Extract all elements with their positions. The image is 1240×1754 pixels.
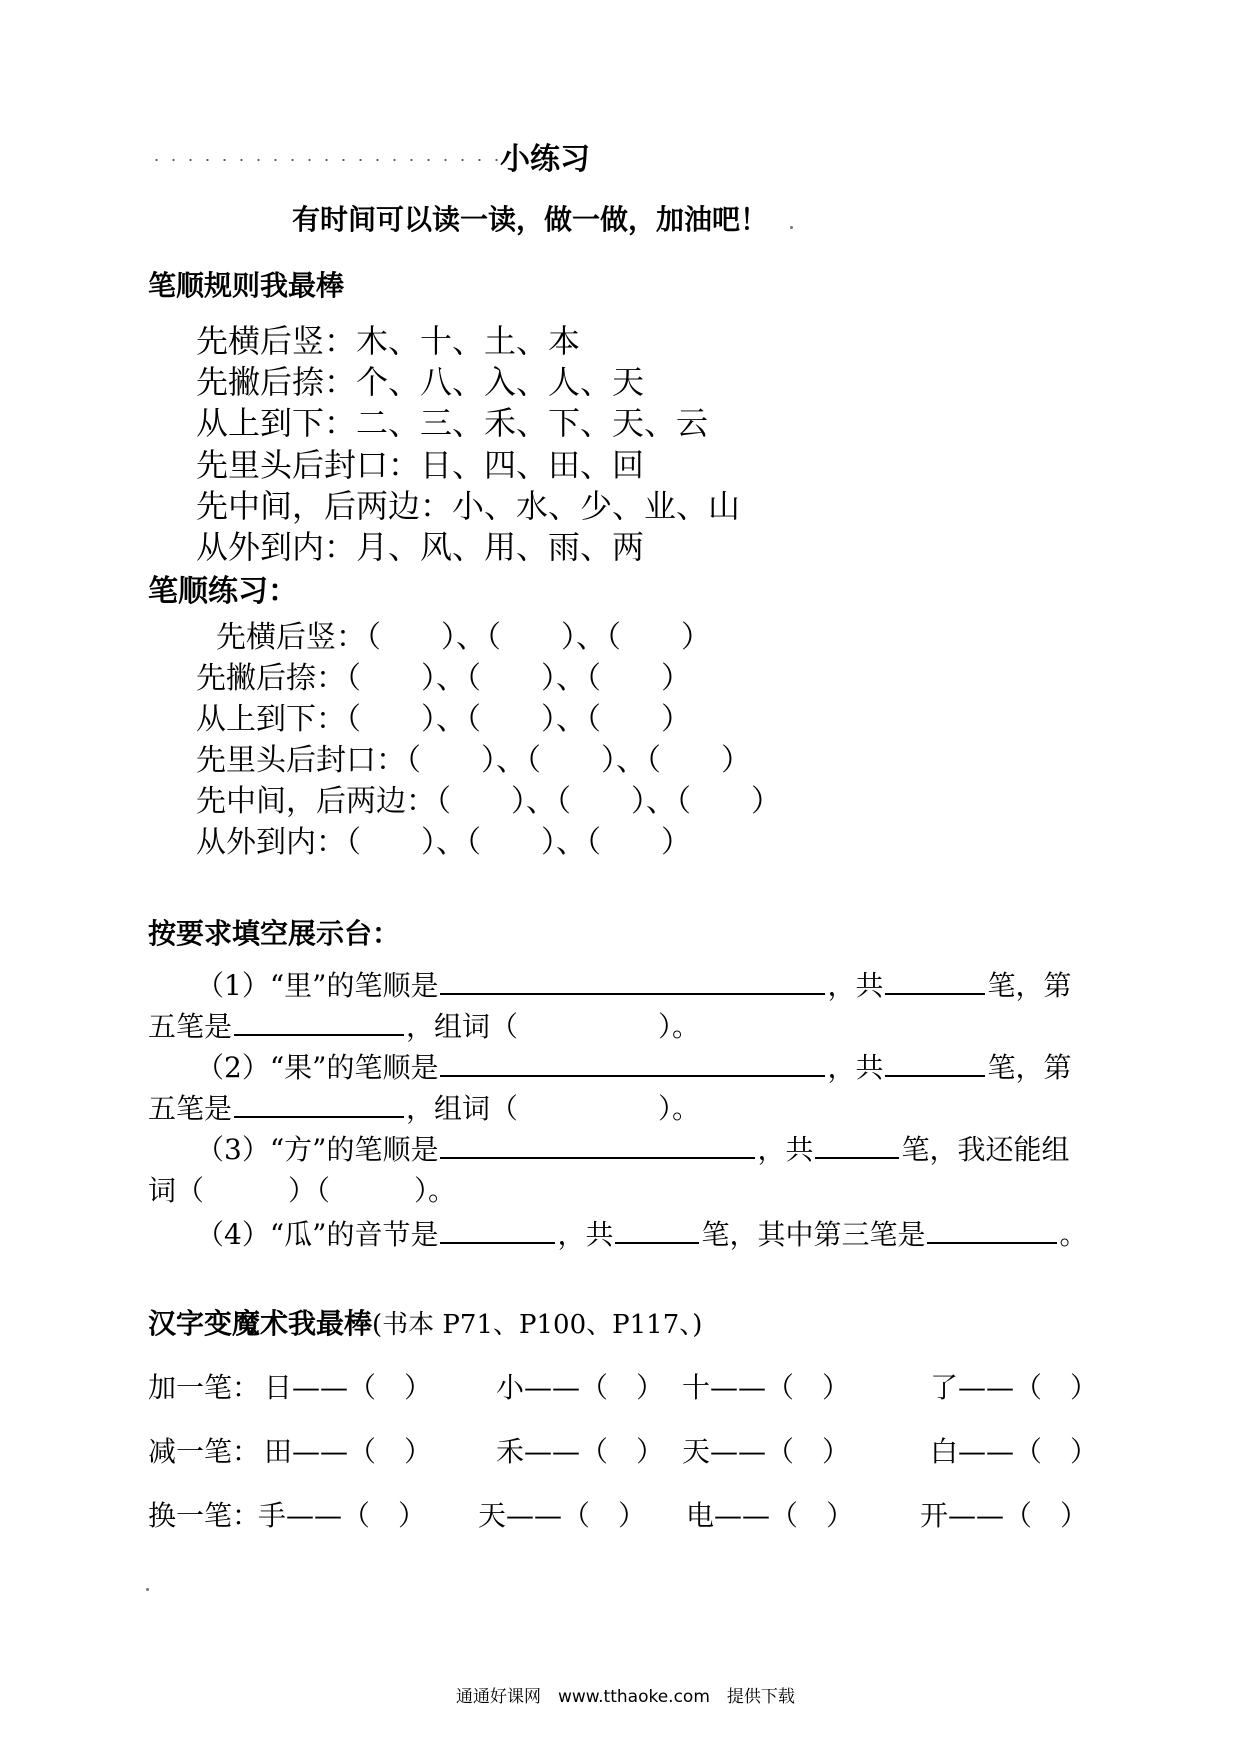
question-3-line-2: 词（ ）（ ）。	[148, 1174, 457, 1207]
page-title: 小练习	[500, 142, 590, 177]
question-1-line-2: 五笔是 ，组词（ ）。	[148, 1010, 701, 1043]
answer-blank[interactable]	[440, 967, 825, 995]
magic-item: 手——（ ）	[258, 1499, 427, 1532]
rule-line: 先横后竖：木、十、土、本	[196, 322, 581, 360]
question-2-line-2: 五笔是 ，组词（ ）。	[148, 1092, 701, 1125]
answer-blank[interactable]	[440, 1131, 755, 1159]
dotted-leader	[148, 158, 498, 162]
practice-line: 从上到下：（ ）、（ ）、（ ）	[196, 702, 691, 737]
answer-blank[interactable]	[234, 1090, 404, 1118]
practice-line: 先横后竖：（ ）、（ ）、（ ）	[216, 620, 711, 655]
section-heading-stroke-rules: 笔顺规则我最棒	[148, 269, 345, 302]
section-heading-fill-in: 按要求填空展示台：	[148, 917, 401, 950]
rule-line: 先中间，后两边：小、水、少、业、山	[196, 487, 741, 525]
question-3-line-1: （3）“方”的笔顺是 ，共 笔，我还能组	[196, 1133, 1070, 1166]
stray-dot	[146, 1588, 149, 1591]
magic-row-label: 换一笔：	[148, 1499, 261, 1532]
answer-blank[interactable]	[234, 1008, 404, 1036]
magic-item: 小——（ ）	[496, 1371, 665, 1404]
section-heading-stroke-practice: 笔顺练习：	[148, 574, 298, 609]
magic-item: 电——（ ）	[686, 1499, 855, 1532]
magic-item: 天——（ ）	[478, 1499, 647, 1532]
magic-row-label: 加一笔：	[148, 1371, 261, 1404]
answer-blank[interactable]	[815, 1131, 899, 1159]
section-heading-char-magic: 汉字变魔术我最棒(书本 P71、P100、P117、)	[148, 1307, 703, 1340]
rule-line: 先撇后捺：个、八、入、人、天	[196, 363, 645, 401]
question-1-line-1: （1）“里”的笔顺是 ，共 笔，第	[196, 969, 1072, 1002]
magic-item: 禾——（ ）	[496, 1435, 665, 1468]
footer-text: 通通好课网 www.tthaoke.com 提供下载	[456, 1687, 795, 1707]
answer-blank[interactable]	[927, 1216, 1057, 1244]
magic-item: 天——（ ）	[682, 1435, 851, 1468]
question-2-line-1: （2）“果”的笔顺是 ，共 笔，第	[196, 1051, 1072, 1084]
magic-row-label: 减一笔：	[148, 1435, 261, 1468]
magic-item: 了——（ ）	[930, 1371, 1099, 1404]
page-subtitle: 有时间可以读一读，做一做，加油吧！	[292, 203, 769, 236]
question-4-line: （4）“瓜”的音节是 ，共 笔，其中第三笔是 。	[196, 1218, 1088, 1251]
answer-blank[interactable]	[615, 1216, 699, 1244]
answer-blank[interactable]	[885, 1049, 985, 1077]
magic-item: 开——（ ）	[920, 1499, 1089, 1532]
stray-dot	[790, 226, 793, 229]
practice-line: 先中间，后两边：（ ）、（ ）、（ ）	[196, 784, 781, 819]
magic-item: 十——（ ）	[682, 1371, 851, 1404]
rule-line: 从上到下：二、三、禾、下、天、云	[196, 404, 709, 442]
answer-blank[interactable]	[440, 1049, 825, 1077]
answer-blank[interactable]	[885, 967, 985, 995]
rule-line: 先里头后封口：日、四、田、回	[196, 446, 645, 484]
magic-item: 日——（ ）	[264, 1371, 433, 1404]
answer-blank[interactable]	[440, 1216, 555, 1244]
practice-line: 先里头后封口：（ ）、（ ）、（ ）	[196, 743, 751, 778]
rule-line: 从外到内：月、风、用、雨、两	[196, 528, 645, 566]
practice-line: 从外到内：（ ）、（ ）、（ ）	[196, 825, 691, 860]
practice-line: 先撇后捺：（ ）、（ ）、（ ）	[196, 661, 691, 696]
magic-item: 白——（ ）	[930, 1435, 1099, 1468]
magic-item: 田——（ ）	[264, 1435, 433, 1468]
